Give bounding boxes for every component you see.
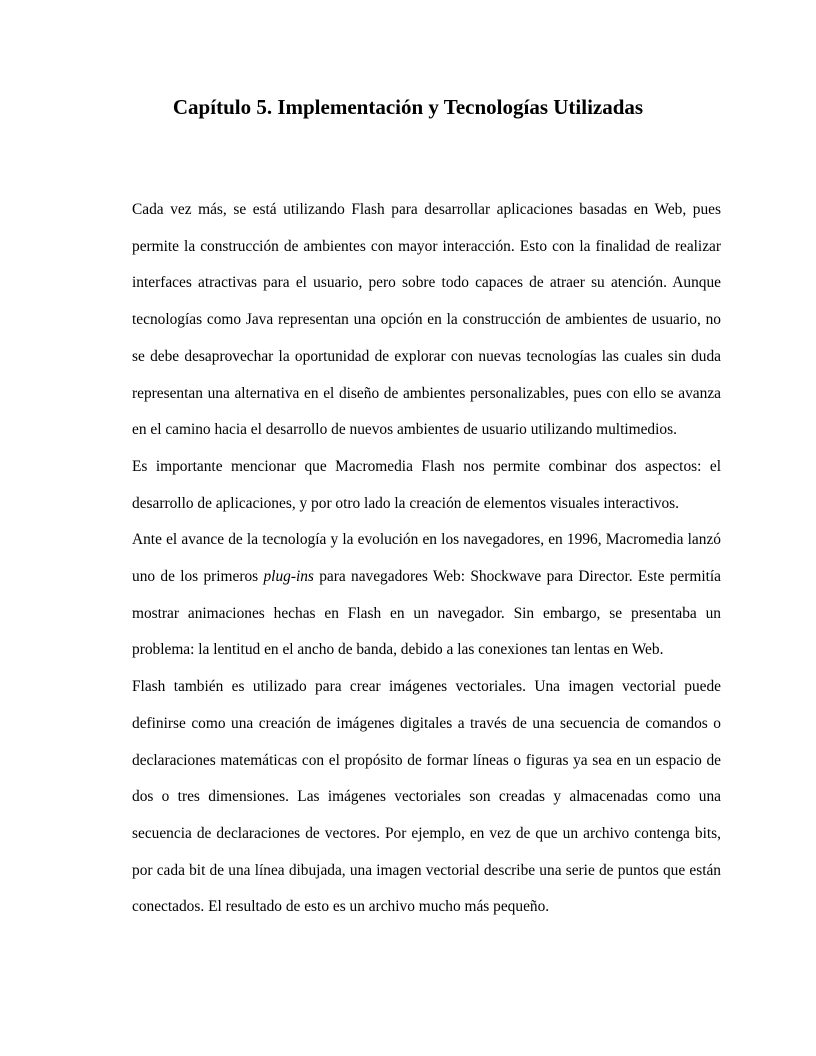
document-body [132, 192, 721, 926]
paragraph-flash-web: Cada vez más, se está utilizando Flash para desarrollar aplicaciones basadas en Web, pues permite la construcción de ambientes con mayor interacción. Esto con la finalidad de realizar interfaces atractivas para el usuario, pero sobre todo capaces de atraer su atención. Aunque tecnologías como Java representan una opción en la construcción de ambientes de usuario, no se debe desaprovechar la oportunidad de explorar con nuevas tecnologías las cuales sin duda representan una alternativa en el diseño de ambientes personalizables, pues con ello se avanza en el camino hacia el desarrollo de nuevos ambientes de usuario utilizando multimedios. [132, 201, 721, 439]
paragraph-shockwave-text-end: para navegadores Web: Shockwave para Director. Este permitía mostrar animaciones hechas en Flash en un navegador. Sin embargo, se presentaba un problema: la lentitud en el ancho de banda, debido a las conexiones tan lentas en Web. [132, 568, 721, 659]
paragraph-vector-images: Flash también es utilizado para crear imágenes vectoriales. Una imagen vectorial puede definirse como una creación de imágenes digitales a través de una secuencia de comandos o declaraciones matemáticas con el propósito de formar líneas o figuras ya sea en un espacio de dos o tres dimensiones. Las imágenes vectoriales son creadas y almacenadas como una secuencia de declaraciones de vectores. Por ejemplo, en vez de que un archivo contenga bits, por cada bit de una línea dibujada, una imagen vectorial describe una serie de puntos que están conectados. El resultado de esto es un archivo mucho más pequeño. [132, 678, 721, 916]
chapter-title: Capítulo 5. Implementación y Tecnologías Utilizadas [172, 95, 644, 119]
plug-ins-term: plug-ins [263, 568, 314, 586]
paragraph-shockwave-history [132, 522, 721, 669]
paragraph-macromedia-aspects: Es importante mencionar que Macromedia Flash nos permite combinar dos aspectos: el desarrollo de aplicaciones, y por otro lado la creación de elementos visuales interactivos. [132, 457, 721, 512]
paragraph-shockwave-text-start: Ante el avance de la tecnología y la evolución en los navegadores, en 1996, Macromedia lanzó uno de los primeros [132, 531, 721, 586]
